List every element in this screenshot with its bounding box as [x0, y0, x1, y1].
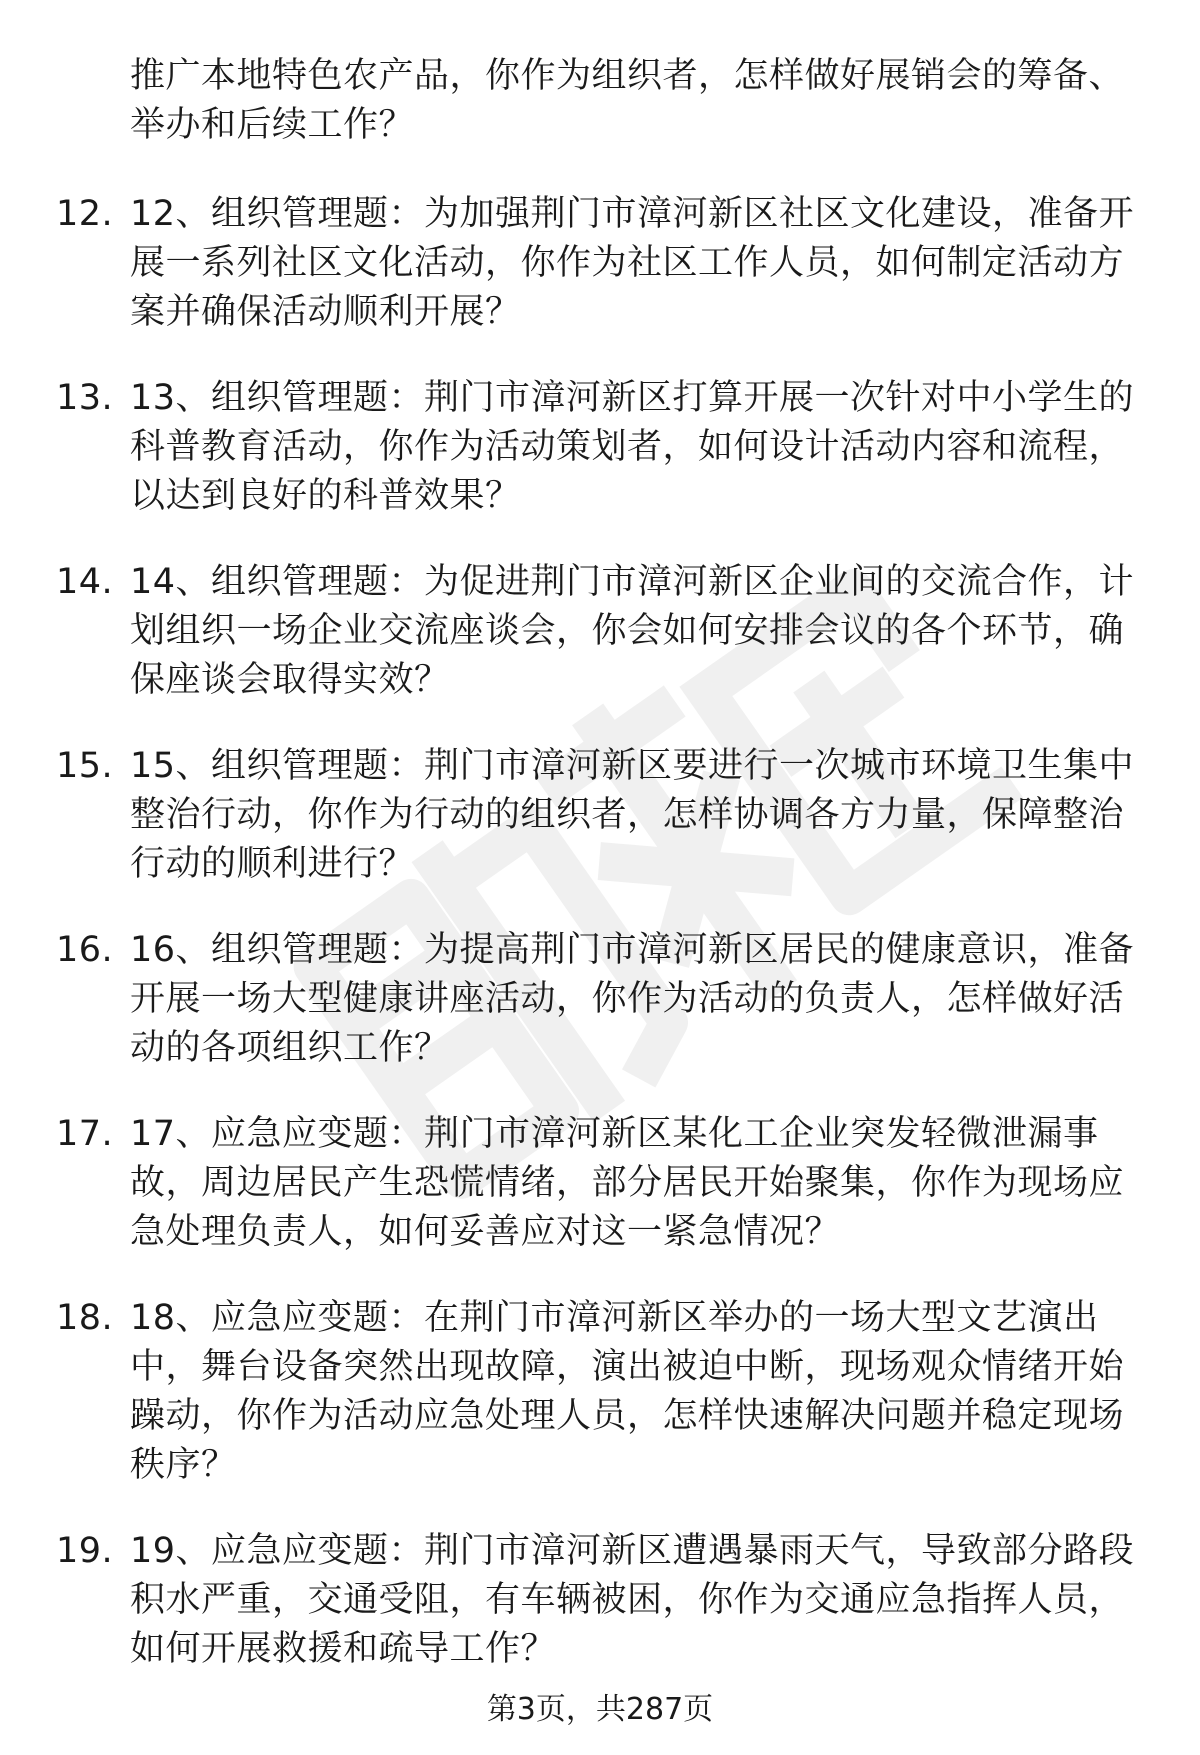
item-text: 13、组织管理题：荆门市漳河新区打算开展一次针对中小学生的科普教育活动，你作为活动策划者，如何设计活动内容和流程，以达到良好的科普效果？	[130, 378, 1135, 516]
document-content	[0, 52, 1200, 1711]
item-number: 13.	[56, 378, 114, 418]
item-number: 14.	[56, 562, 114, 602]
list-item	[0, 1527, 1150, 1674]
list-item	[0, 1294, 1150, 1490]
list-item	[0, 190, 1150, 337]
item-text: 14、组织管理题：为促进荆门市漳河新区企业间的交流合作，计划组织一场企业交流座谈会，你会如何安排会议的各个环节，确保座谈会取得实效？	[130, 562, 1135, 700]
item-number: 15.	[56, 746, 114, 786]
continuation-paragraph: 推广本地特色农产品，你作为组织者，怎样做好展销会的筹备、举办和后续工作？	[130, 56, 1125, 145]
item-number: 16.	[56, 930, 114, 970]
item-text: 19、应急应变题：荆门市漳河新区遭遇暴雨天气，导致部分路段积水严重，交通受阻，有车辆被困，你作为交通应急指挥人员，如何开展救援和疏导工作？	[130, 1531, 1135, 1669]
list-item	[0, 558, 1150, 705]
list-item	[0, 374, 1150, 521]
page-footer: 第3页，共287页	[486, 1692, 714, 1727]
item-text: 18、应急应变题：在荆门市漳河新区举办的一场大型文艺演出中，舞台设备突然出现故障，演出被迫中断，现场观众情绪开始躁动，你作为活动应急处理人员，怎样快速解决问题并稳定现场秩序？	[130, 1298, 1125, 1485]
list-item	[0, 926, 1150, 1073]
item-text: 16、组织管理题：为提高荆门市漳河新区居民的健康意识，准备开展一场大型健康讲座活动，你作为活动的负责人，怎样做好活动的各项组织工作？	[130, 930, 1135, 1068]
item-text: 15、组织管理题：荆门市漳河新区要进行一次城市环境卫生集中整治行动，你作为行动的组织者，怎样协调各方力量，保障整治行动的顺利进行？	[130, 746, 1135, 884]
item-text: 17、应急应变题：荆门市漳河新区某化工企业突发轻微泄漏事故，周边居民产生恐慌情绪，部分居民开始聚集，你作为现场应急处理负责人，如何妥善应对这一紧急情况？	[130, 1114, 1125, 1252]
item-number: 18.	[56, 1298, 114, 1338]
item-number: 12.	[56, 194, 114, 234]
item-text: 12、组织管理题：为加强荆门市漳河新区社区文化建设，准备开展一系列社区文化活动，你作为社区工作人员，如何制定活动方案并确保活动顺利开展？	[130, 194, 1135, 332]
question-list	[0, 190, 1200, 1674]
list-item	[0, 742, 1150, 889]
item-number: 19.	[56, 1531, 114, 1571]
item-number: 17.	[56, 1114, 114, 1154]
list-item	[0, 1110, 1150, 1257]
